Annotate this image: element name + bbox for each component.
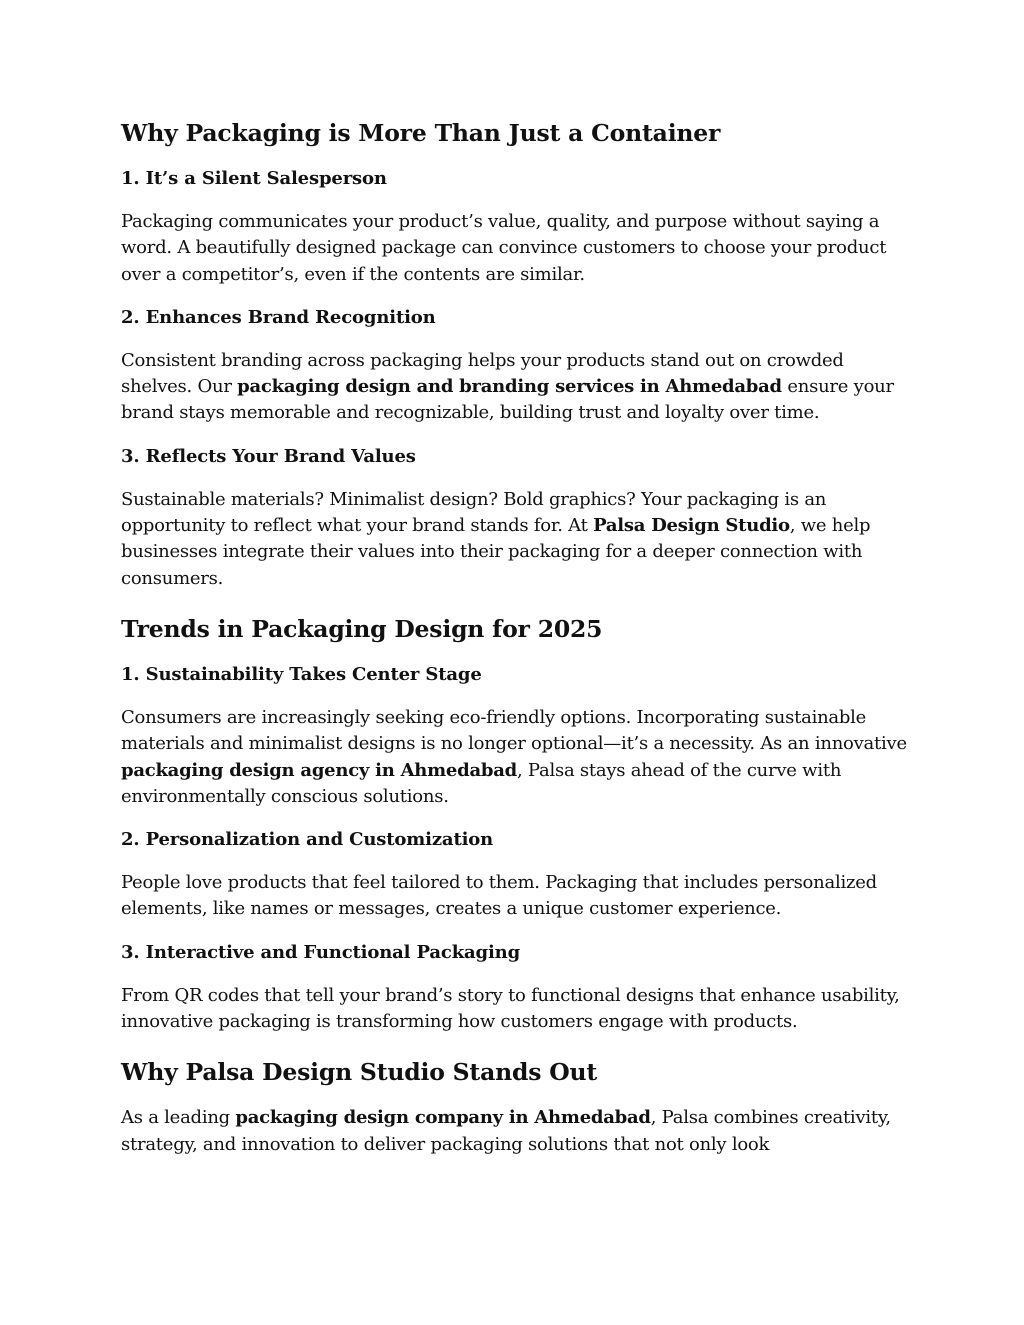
subheading-silent-salesperson: 1. It’s a Silent Salesperson bbox=[121, 168, 387, 189]
document-body bbox=[121, 116, 911, 1158]
bold-phrase-branding-services: packaging design and branding services in Ahmedabad bbox=[237, 376, 782, 398]
section-heading-why-packaging: Why Packaging is More Than Just a Container bbox=[121, 119, 721, 147]
text-run: Consumers are increasingly seeking eco-friendly options. Incorporating sustainable materials and minimalist designs is no longer optional—it’s a necessity. As an innovative bbox=[121, 706, 907, 755]
paragraph-brand-values bbox=[121, 487, 911, 592]
paragraph-personalization: People love products that feel tailored to them. Packaging that includes personalized elements, like names or messages, creates a unique customer experience. bbox=[121, 872, 877, 920]
subheading-interactive: 3. Interactive and Functional Packaging bbox=[121, 941, 521, 963]
paragraph-sustainability bbox=[121, 705, 911, 810]
subheading-sustainability: 1. Sustainability Takes Center Stage bbox=[121, 663, 482, 685]
text-run: ensure your brand stays memorable and recognizable, building trust and loyalty over time. bbox=[121, 376, 894, 424]
text-run: As a leading bbox=[121, 1107, 236, 1129]
text-run: , we help businesses integrate their values into their packaging for a deeper connection with consumers. bbox=[121, 515, 871, 589]
subheading-brand-values: 3. Reflects Your Brand Values bbox=[121, 445, 416, 467]
paragraph-brand-recognition bbox=[121, 348, 911, 427]
text-run: , Palsa stays ahead of the curve with environmentally conscious solutions. bbox=[121, 759, 842, 807]
text-run: Sustainable materials? Minimalist design? Bold graphics? Your packaging is an opportunity to reflect what your brand stands for. At bbox=[121, 488, 827, 537]
text-run: , Palsa combines creativity, strategy, and innovation to deliver packaging solutions that not only look bbox=[121, 1107, 891, 1155]
bold-phrase-design-agency: packaging design agency in Ahmedabad bbox=[121, 759, 517, 781]
text-run: Consistent branding across packaging helps your products stand out on crowded shelves. Our bbox=[121, 349, 844, 398]
bold-phrase-design-company: packaging design company in Ahmedabad bbox=[235, 1107, 651, 1129]
paragraph-stands-out bbox=[121, 1105, 911, 1158]
bold-phrase-studio-name: Palsa Design Studio bbox=[593, 515, 790, 537]
section-heading-stands-out: Why Palsa Design Studio Stands Out bbox=[121, 1058, 598, 1087]
section-heading-trends: Trends in Packaging Design for 2025 bbox=[121, 614, 603, 643]
paragraph-interactive: From QR codes that tell your brand’s story to functional designs that enhance usability, innovative packaging is transforming how customers engage with products. bbox=[121, 984, 900, 1033]
subheading-brand-recognition: 2. Enhances Brand Recognition bbox=[121, 306, 436, 328]
subheading-personalization: 2. Personalization and Customization bbox=[121, 829, 494, 851]
paragraph-silent-salesperson: Packaging communicates your product’s value, quality, and purpose without saying a word. A beautifully designed package can convince customers to choose your product over a competitor’s, even if the contents are similar. bbox=[121, 211, 887, 285]
